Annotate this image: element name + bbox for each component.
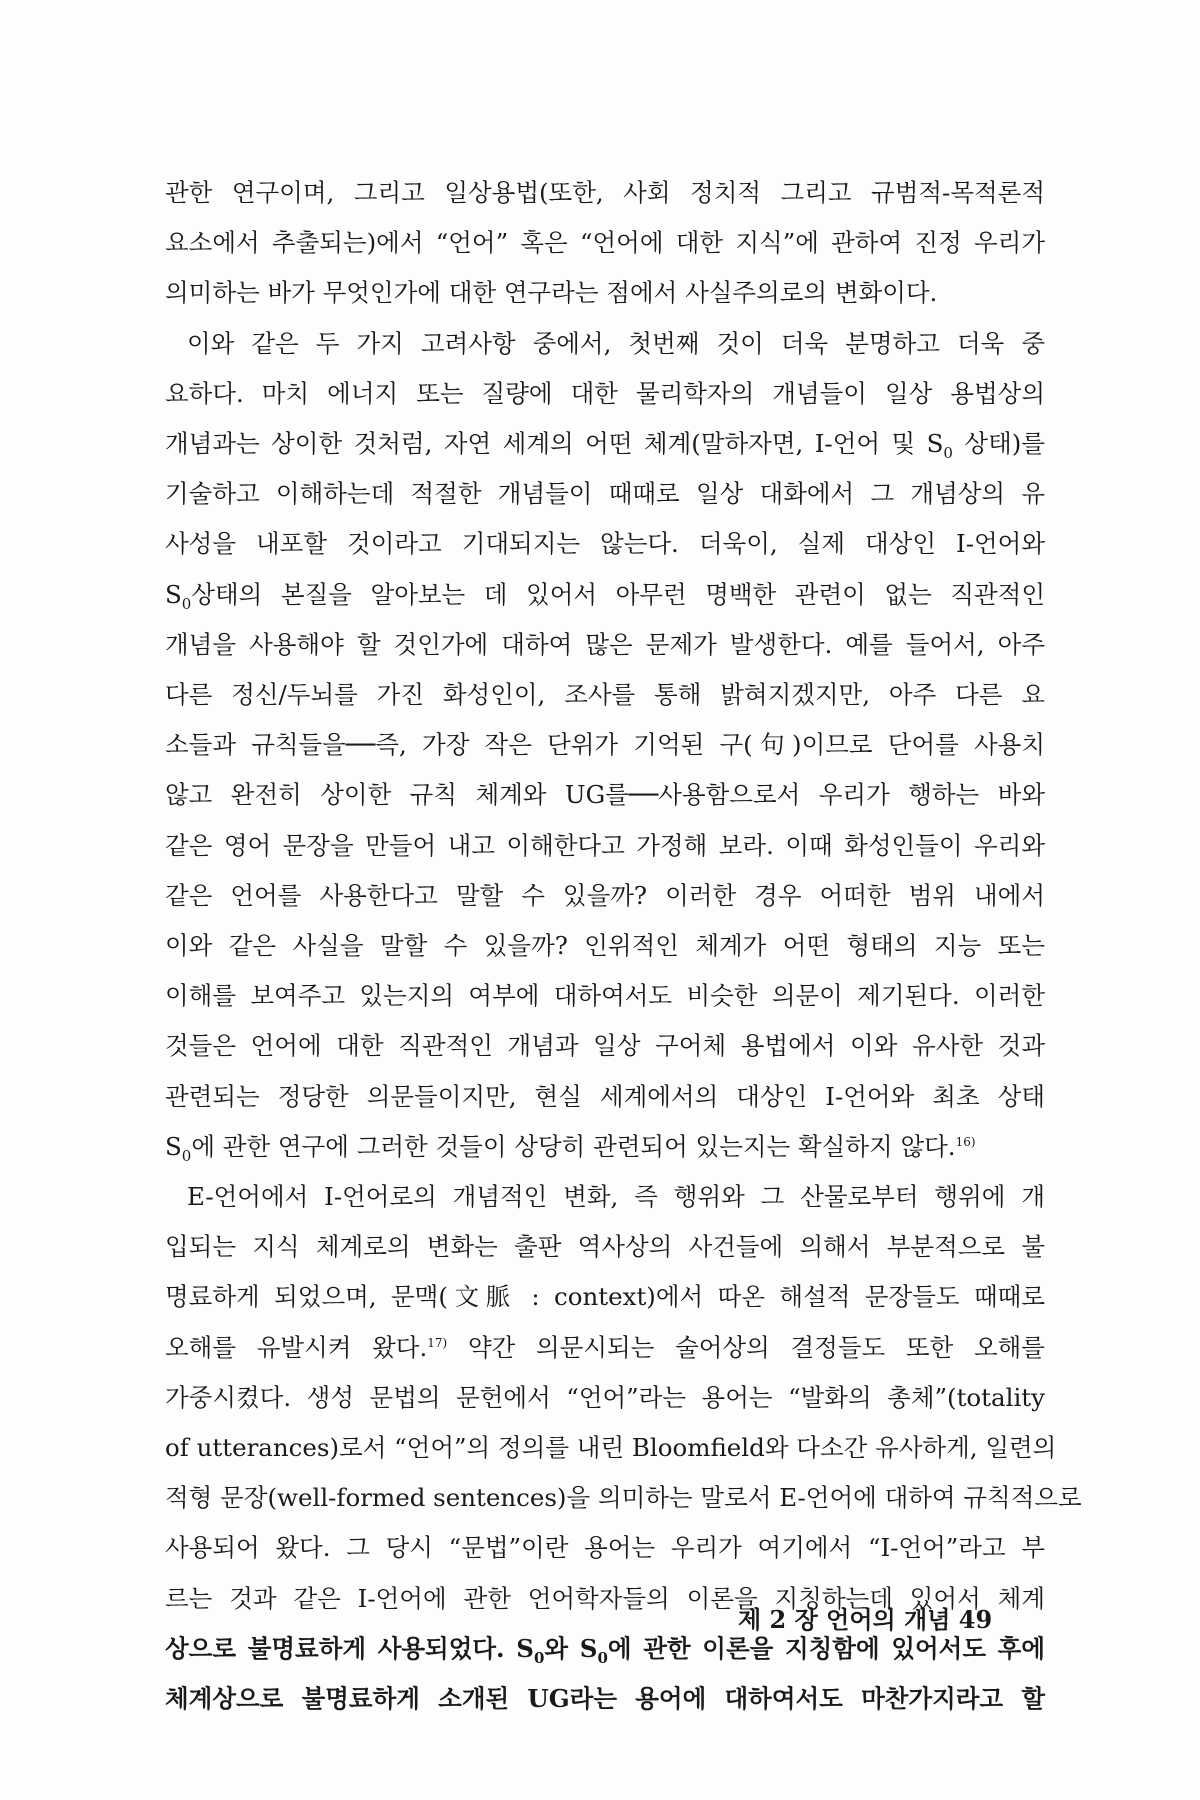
text-segment: 개념을 사용해야 할 것인가에 대하여 많은 문제가 발생한다. 예를 들어서, 아주 — [165, 629, 1045, 659]
text-segment: 않고 완전히 상이한 규칙 체계와 UG를──사용함으로서 우리가 행하는 바와 — [165, 780, 1045, 810]
text-segment: 사성을 내포할 것이라고 기대되지는 않는다. 더욱이, 실제 대상인 I-언어와 — [165, 529, 1045, 559]
text-segment: 상태)를 — [952, 429, 1045, 458]
text-segment: 르는 것과 같은 I-언어에 관한 언어학자들의 이론을 지칭하는데 있어서 체계 — [165, 1583, 1045, 1613]
text-line — [165, 1021, 1045, 1071]
text-segment: S — [165, 1131, 182, 1161]
text-segment: 의미하는 바가 무엇인가에 대한 연구라는 점에서 사실주의로의 변화이다. — [165, 278, 938, 308]
text-line — [165, 1423, 1057, 1473]
text-line — [165, 369, 1045, 419]
text-line — [165, 168, 1045, 218]
subscript: 0 — [181, 594, 192, 613]
text-line — [165, 821, 1045, 871]
text-segment: 이와 같은 두 가지 고려사항 중에서, 첫번째 것이 더욱 분명하고 더욱 중 — [187, 328, 1045, 358]
text-segment: 상으로 불명료하게 사용되었다. S — [165, 1633, 534, 1663]
text-segment: E-언어에서 I-언어로의 개념적인 변화, 즉 행위와 그 산물로부터 행위에 개 — [187, 1182, 1045, 1211]
text-segment: 개념과는 상이한 것처럼, 자연 세계의 어떤 체계(말하자면, I-언어 및 S — [165, 429, 944, 458]
text-line — [165, 720, 1045, 770]
text-line — [165, 670, 1045, 720]
text-segment: 다른 정신/두뇌를 가진 화성인이, 조사를 통해 밝혀지겠지만, 아주 다른 요 — [165, 680, 1045, 709]
text-line — [165, 1272, 1045, 1322]
text-line — [165, 1473, 1082, 1523]
subscript: 0 — [181, 1146, 192, 1165]
text-segment: 이해를 보여주고 있는지의 여부에 대하여서도 비슷한 의문이 제기된다. 이러한 — [165, 981, 1045, 1011]
text-line — [165, 469, 1045, 519]
text-segment: S — [165, 579, 182, 609]
text-segment: 가중시켰다. 생성 문법의 문헌에서 “언어”라는 용어는 “발화의 총체”(totality — [165, 1382, 1045, 1412]
text-line — [165, 570, 1045, 620]
text-line — [165, 871, 1045, 921]
subscript: 0 — [597, 1648, 608, 1667]
text-line — [165, 1122, 1045, 1172]
text-segment: 요하다. 마치 에너지 또는 질량에 대한 물리학자의 개념들이 일상 용법상의 — [165, 378, 1045, 408]
text-line — [165, 1523, 1045, 1573]
text-line — [165, 1674, 1045, 1724]
subscript: 0 — [943, 443, 953, 462]
text-segment: 에 관한 연구에 그러한 것들이 상당히 관련되어 있는지는 확실하지 않다. — [191, 1131, 956, 1161]
text-segment: 오해를 유발시켜 왔다. — [165, 1332, 428, 1362]
text-line — [165, 519, 1045, 569]
text-line — [165, 419, 1045, 469]
text-segment: 약간 의문시되는 술어상의 결정들도 또한 오해를 — [447, 1332, 1045, 1362]
text-line — [165, 218, 1045, 268]
text-segment: 체계상으로 불명료하게 소개된 UG라는 용어에 대하여서도 마찬가지라고 할 — [165, 1684, 1045, 1713]
text-segment: 와 S — [544, 1633, 598, 1663]
text-segment: 사용되어 왔다. 그 당시 “문법”이란 용어는 우리가 여기에서 “I-언어”라고 부 — [165, 1533, 1045, 1563]
text-segment: 이와 같은 사실을 말할 수 있을까? 인위적인 체계가 어떤 형태의 지능 또는 — [165, 931, 1045, 960]
text-line — [165, 1222, 1045, 1272]
text-segment: 관련되는 정당한 의문들이지만, 현실 세계에서의 대상인 I-언어와 최초 상태 — [165, 1081, 1045, 1111]
text-line — [165, 770, 1045, 820]
text-segment: of utterances)로서 “언어”의 정의를 내린 Bloomfield와 다소간 유사하게, 일련의 — [165, 1433, 1057, 1462]
text-line — [165, 921, 1045, 971]
text-line — [165, 319, 1045, 369]
text-segment: 관한 연구이며, 그리고 일상용법(또한, 사회 정치적 그리고 규범적-목적론적 — [165, 178, 1045, 207]
text-line — [165, 971, 1045, 1021]
text-line — [165, 1172, 1045, 1222]
text-segment: 같은 언어를 사용한다고 말할 수 있을까? 이러한 경우 어떠한 범위 내에서 — [165, 880, 1045, 910]
text-segment: 에 관한 이론을 지칭함에 있어서도 후에 — [607, 1633, 1046, 1663]
running-footer: 제 2 장 언어의 개념 49 — [738, 1605, 993, 1634]
text-line — [165, 1072, 1045, 1122]
footnote-marker: 17) — [427, 1335, 448, 1350]
text-segment: 소들과 규칙들을──즉, 가장 작은 단위가 기억된 구(句)이므로 단어를 사용치 — [165, 730, 1045, 760]
text-segment: 요소에서 추출되는)에서 “언어” 혹은 “언어에 대한 지식”에 관하여 진정 우리가 — [165, 228, 1045, 258]
text-line — [165, 620, 1045, 670]
text-line — [165, 1323, 1045, 1373]
text-segment: 적형 문장(well-formed sentences)을 의미하는 말로서 E-언어에 대하여 규칙적으로 — [165, 1483, 1082, 1513]
text-line — [165, 1373, 1045, 1423]
text-segment: 것들은 언어에 대한 직관적인 개념과 일상 구어체 용법에서 이와 유사한 것과 — [165, 1031, 1045, 1061]
footnote-marker: 16) — [955, 1134, 976, 1149]
subscript: 0 — [533, 1648, 545, 1667]
text-segment: 명료하게 되었으며, 문맥(文脈 : context)에서 따온 해설적 문장들도 때때로 — [165, 1282, 1045, 1312]
text-segment: 상태의 본질을 알아보는 데 있어서 아무런 명백한 관련이 없는 직관적인 — [191, 579, 1045, 609]
text-segment: 같은 영어 문장을 만들어 내고 이해한다고 가정해 보라. 이때 화성인들이 우리와 — [165, 830, 1045, 860]
text-segment: 입되는 지식 체계로의 변화는 출판 역사상의 사건들에 의해서 부분적으로 불 — [165, 1232, 1045, 1262]
text-line — [165, 268, 1045, 318]
text-segment: 기술하고 이해하는데 적절한 개념들이 때때로 일상 대화에서 그 개념상의 유 — [165, 479, 1045, 509]
